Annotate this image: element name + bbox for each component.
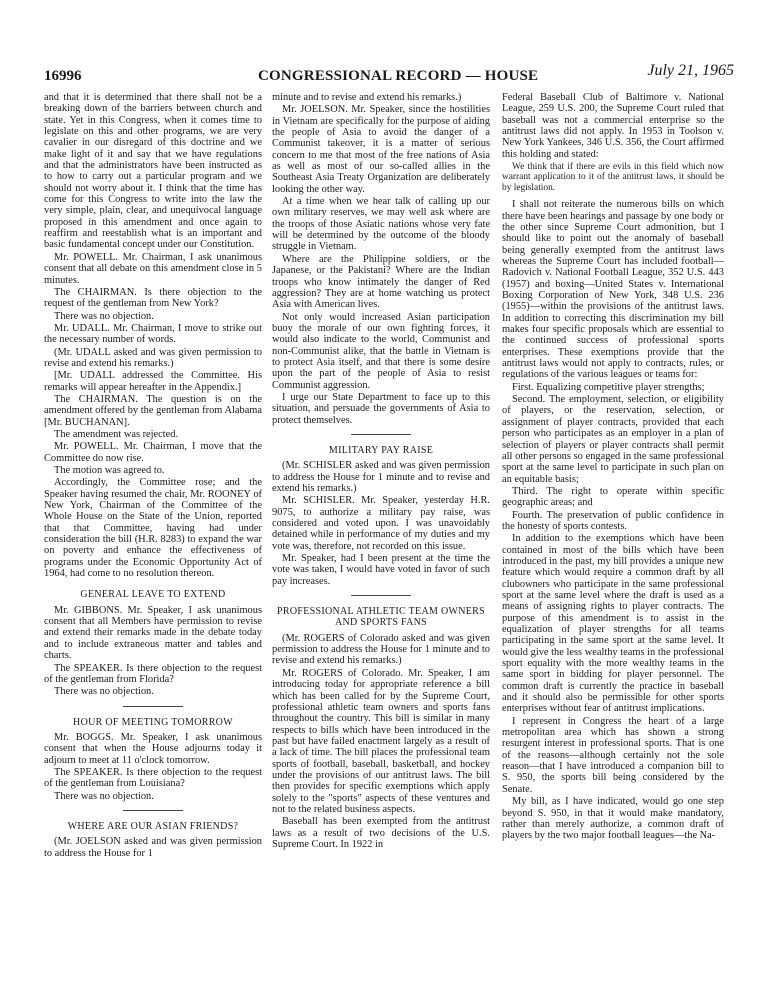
page-header bbox=[44, 62, 734, 84]
paragraph: Fourth. The preservation of public confidence in the honesty of sports contests. bbox=[502, 509, 724, 532]
paragraph: Baseball has been exempted from the antitrust laws as a result of two decisions of the U.S. Supreme Court. In 1922 in bbox=[272, 816, 490, 850]
paragraph: Not only would increased Asian participation buoy the morale of our own fighting forces, it would also indicate to the world, Communist and non-Communist alike, that the battle in Vietnam is to protect Asia itself, and that there is some desire upon the part of the people of Asia to resist Communist aggression. bbox=[272, 311, 490, 391]
paragraph: I shall not reiterate the numerous bills on which there have been hearings and passage by one body or the other since Supreme Court admonition, but I should like to point out the anomaly of baseball being generally exempted from the antitrust laws whereas the Supreme Court has included football—Radovich v. National Football League, 352 U.S. 443 (1957) and boxing—United States v. International Boxing Corporation of New York, 348 U.S. 236 (1955)—within the provisions of the antitrust laws. In addition to correcting this discrimination my bill makes four specific proposals which are essential to the continued success of professional sports enterprises. These exemptions provide that the antitrust laws would not apply to contracts, rules, or regulations of the various leagues or teams for: bbox=[502, 199, 724, 381]
paragraph: Mr. GIBBONS. Mr. Speaker, I ask unanimous consent that all Members have permission to revise and extend their remarks made in the debate today and to include extraneous matter and tables and charts. bbox=[44, 604, 262, 662]
paragraph: Mr. ROGERS of Colorado. Mr. Speaker, I am introducing today for appropriate reference a bill which has been called for by the Supreme Court, professional athletic team owners and sports fans throughout the country. This bill is similar in many respects to bills which have been introduced in the past but have failed enactment largely as a result of a lack of time. The bill places the professional team sports of football, baseball, basketball, and hockey under the provisions of our antitrust laws. The bill then provides for specific exemptions which apply solely to the "sports" aspects of these ventures and not to the related business aspects. bbox=[272, 667, 490, 815]
paragraph: The SPEAKER. Is there objection to the request of the gentleman from Louisiana? bbox=[44, 766, 262, 790]
paragraph: (Mr. UDALL asked and was given permission to revise and extend his remarks.) bbox=[44, 346, 262, 369]
paragraph: My bill, as I have indicated, would go one step beyond S. 950, in that it would make mandatory, rather than merely authorize, a common draft of players by the two major football leagues—the Na- bbox=[502, 796, 724, 842]
paragraph: Mr. SCHISLER. Mr. Speaker, yesterday H.R. 9075, to authorize a military pay raise, was considered and voted upon. I was unavoidably detained while in performance of my duties and my vote was, therefore, not recorded on this issue. bbox=[272, 495, 490, 552]
paragraph: There was no objection. bbox=[54, 686, 154, 698]
paragraph: Third. The right to operate within specific geographic areas; and bbox=[502, 485, 724, 509]
paragraph: The motion was agreed to. bbox=[54, 465, 165, 476]
text-column-2 bbox=[272, 92, 490, 978]
paragraph: Mr. BOGGS. Mr. Speaker, I ask unanimous consent that when the House adjourns today it adjourn to meet at 11 o'clock tomorrow. bbox=[44, 731, 262, 766]
section-heading: WHERE ARE OUR ASIAN FRIENDS? bbox=[67, 820, 239, 832]
paragraph: First. Equalizing competitive player strengths; bbox=[512, 381, 705, 393]
section-heading: MILITARY PAY RAISE bbox=[328, 444, 434, 456]
paragraph: Second. The employment, selection, or eligibility of players, or the reservation, selection, or assignment of player contracts, provided that each person who participates as an employer in a plan of selection of players or player contracts shall permit all other persons so engaged in the same professional sport at the same level to participate in such plan on an equitable basis; bbox=[502, 394, 724, 485]
paragraph: The SPEAKER. Is there objection to the request of the gentleman from Florida? bbox=[44, 662, 262, 685]
paragraph: Mr. JOELSON. Mr. Speaker, since the hostilities in Vietnam are specifically for the purpose of aiding the people of Asia to avoid the danger of a Communist takeover, it is a matter of serious concern to me that most of the free nations of Asia as well as most of our so-called allies in the Southeast Asia Treaty Organization are deliberately looking the other way. bbox=[272, 104, 490, 195]
paragraph: Mr. UDALL. Mr. Chairman, I move to strike out the necessary number of words. bbox=[44, 322, 262, 346]
section-divider bbox=[351, 434, 411, 435]
section-divider bbox=[123, 810, 183, 811]
text-column-3 bbox=[502, 92, 724, 978]
paragraph: At a time when we hear talk of calling up our own military reserves, we may well ask where are the troops of those Asiatic nations whose very fate will be determined by the outcome of the bloody struggle in Vietnam. bbox=[272, 196, 490, 253]
section-heading: PROFESSIONAL ATHLETIC TEAM OWNERS AND SPORTS FANS bbox=[277, 606, 485, 629]
paragraph: [Mr. UDALL addressed the Committee. His remarks will appear hereafter in the Appendix.] bbox=[44, 370, 262, 393]
paragraph: The CHAIRMAN. Is there objection to the request of the gentleman from New York? bbox=[44, 286, 262, 310]
paragraph: Mr. POWELL. Mr. Chairman, I ask unanimous consent that all debate on this amendment close in 5 minutes. bbox=[44, 251, 262, 286]
section-divider bbox=[123, 706, 183, 707]
paragraph: In addition to the exemptions which have been contained in most of the bills which have been introduced in the past, my bill provides a unique new feature which would require a common draft by all clubowners who participate in the same professional sport at the same level where the draft is used as a means of assigning rights to player contracts. The purpose of this amendment is to assist in the equalization of player strengths for all teams participating in the same sport at the same level. It would give the less wealthy teams in the professional sport equality with the more wealthy teams in the same sport in bidding for player personnel. The common draft is currently the practice in baseball and it should also be permissible for other sports enterprises without fear of antitrust implications. bbox=[502, 533, 724, 715]
paragraph: minute and to revise and extend his remarks.) bbox=[272, 92, 462, 103]
paragraph: and that it is determined that there shall not be a breaking down of the barriers between church and state. Yet in this Congress, when it comes time to legislate on this and other programs, we are very cavalier in our disregard of this doctrine and we make light of it and say that we have regulations and that the administrators have been instructed as to how to carry out a particular program and we should not worry about it. I think that the time has come for this Congress to write into the law the very simple, plain, clear, and unequivocal language proposed in this amendment and once again to reaffirm and reestablish what is an important and basic fundamental concept under our Constitution. bbox=[44, 92, 262, 251]
section-heading: HOUR OF MEETING TOMORROW bbox=[73, 716, 233, 728]
paragraph: I urge our State Department to face up to this situation, and persuade the governments of Asia to protect themselves. bbox=[272, 391, 490, 426]
paragraph: Mr. Speaker, had I been present at the time the vote was taken, I would have voted in favor of such pay increases. bbox=[272, 553, 490, 587]
issue-date: July 21, 1965 bbox=[647, 62, 734, 79]
paragraph: Federal Baseball Club of Baltimore v. National League, 259 U.S. 200, the Supreme Court ruled that baseball was not a commercial enterprise so the antitrust laws did not apply. In 1953 in Toolson v. New York Yankees, 346 U.S. 356, the Court affirmed this holding and stated: bbox=[502, 92, 724, 160]
paragraph: The CHAIRMAN. The question is on the amendment offered by the gentleman from Alabama [Mr. BUCHANAN]. bbox=[44, 393, 262, 428]
paragraph: There was no objection. bbox=[54, 790, 154, 802]
paragraph: Mr. POWELL. Mr. Chairman, I move that the Committee do now rise. bbox=[44, 441, 262, 464]
page-number: 16996 bbox=[44, 68, 82, 84]
section-divider bbox=[351, 595, 411, 596]
paragraph: I represent in Congress the heart of a large metropolitan area which has shown a strong resurgent interest in professional sports. That is one of the reasons—although certainly not the sole reason—that I have introduced a companion bill to S. 950, the sports bill being considered by the Senate. bbox=[502, 715, 724, 795]
paragraph: There was no objection. bbox=[54, 310, 154, 322]
paragraph: (Mr. SCHISLER asked and was given permission to address the House for 1 minute and to revise and extend his remarks.) bbox=[272, 460, 490, 494]
paragraph: (Mr. JOELSON asked and was given permission to address the House for 1 bbox=[44, 836, 262, 859]
paragraph: Where are the Philippine soldiers, or the Japanese, or the Pakistani? Where are the Indian troops who know intimately the danger of Red aggression? They are at home watching us protect Asia with American lives. bbox=[272, 253, 490, 311]
text-column-1 bbox=[44, 92, 262, 978]
paragraph: The amendment was rejected. bbox=[54, 428, 179, 440]
paragraph: (Mr. ROGERS of Colorado asked and was given permission to address the House for 1 minute and to revise and extend his remarks.) bbox=[272, 632, 490, 667]
paragraph: Accordingly, the Committee rose; and the Speaker having resumed the chair, Mr. ROONEY of New York, Chairman of the Committee of the Whole House on the State of the Union, reported that that Committee, having had under consideration the bill (H.R. 8283) to expand the war on poverty and enhance the effectiveness of programs under the Economic Opportunity Act of 1964, had come to no resolution thereon. bbox=[44, 477, 262, 580]
section-heading: GENERAL LEAVE TO EXTEND bbox=[80, 589, 226, 601]
publication-title: CONGRESSIONAL RECORD — HOUSE bbox=[258, 68, 539, 84]
block-quote: We think that if there are evils in this field which now warrant application to it of the antitrust laws, it should be by legislation. bbox=[502, 162, 724, 193]
